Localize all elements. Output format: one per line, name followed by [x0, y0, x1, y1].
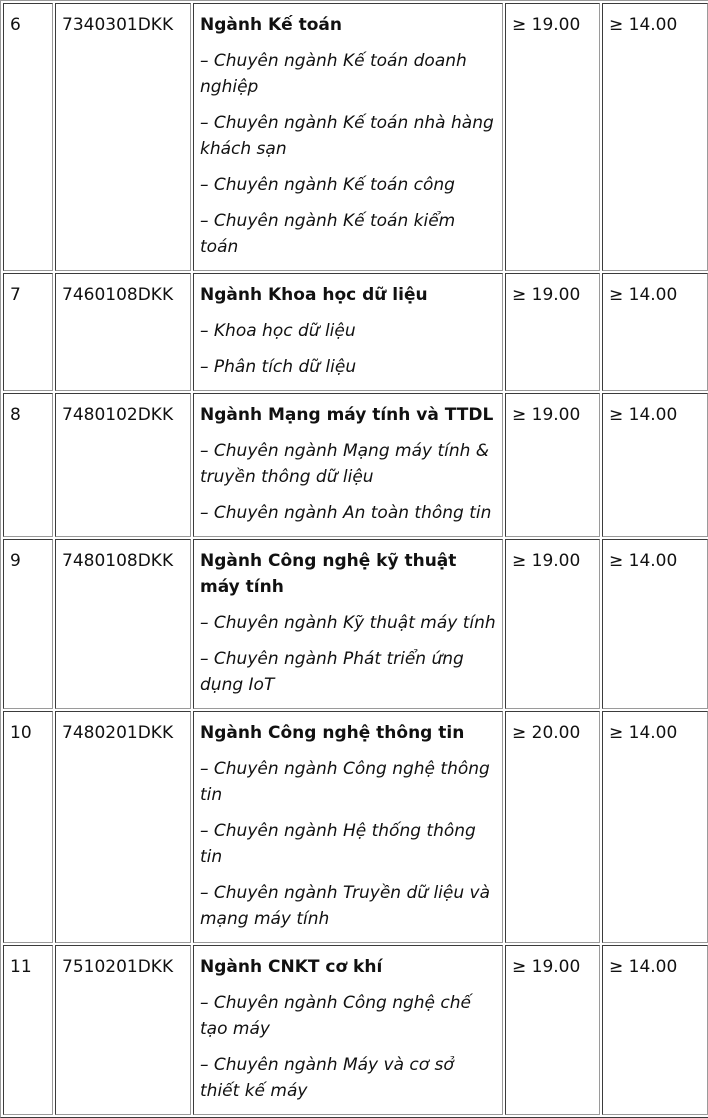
major-code-cell: 7340301DKK: [55, 3, 191, 271]
major-name: Ngành Mạng máy tính và TTDL: [200, 405, 494, 425]
specialization-item: – Chuyên ngành Máy và cơ sở thiết kế máy: [200, 1055, 454, 1101]
row-number-cell: 6: [3, 3, 53, 271]
score-threshold-a-cell: ≥ 19.00: [505, 273, 600, 391]
row-number-cell: 7: [3, 273, 53, 391]
major-code-cell: 7510201DKK: [55, 945, 191, 1115]
major-code-cell: 7480102DKK: [55, 393, 191, 537]
score-threshold-b-cell: ≥ 14.00: [602, 273, 708, 391]
table-row: [3, 3, 708, 271]
score-threshold-a-cell: ≥ 19.00: [505, 393, 600, 537]
major-name: Ngành Kế toán: [200, 15, 342, 35]
specialization-item: – Chuyên ngành Truyền dữ liệu và mạng máy tính: [200, 883, 491, 929]
score-threshold-b-cell: ≥ 14.00: [602, 539, 708, 709]
row-number-cell: 9: [3, 539, 53, 709]
score-threshold-b-cell: ≥ 14.00: [602, 3, 708, 271]
score-threshold-b-cell: ≥ 14.00: [602, 393, 708, 537]
major-cell: [193, 273, 503, 391]
specialization-item: – Chuyên ngành An toàn thông tin: [200, 503, 492, 523]
table-row: [3, 711, 708, 943]
major-cell: [193, 539, 503, 709]
specialization-item: – Chuyên ngành Kế toán doanh nghiệp: [200, 51, 467, 97]
major-cell: [193, 945, 503, 1115]
table-row: [3, 273, 708, 391]
score-threshold-a-cell: ≥ 19.00: [505, 945, 600, 1115]
specialization-item: – Chuyên ngành Hệ thống thông tin: [200, 821, 476, 867]
specialization-item: – Chuyên ngành Kỹ thuật máy tính: [200, 613, 496, 633]
major-name: Ngành CNKT cơ khí: [200, 957, 383, 977]
table-body: [3, 3, 708, 1115]
major-code-cell: 7460108DKK: [55, 273, 191, 391]
major-name: Ngành Công nghệ kỹ thuật máy tính: [200, 551, 457, 597]
specialization-item: – Chuyên ngành Kế toán công: [200, 175, 455, 195]
specialization-item: – Khoa học dữ liệu: [200, 321, 356, 341]
specialization-item: – Chuyên ngành Công nghệ chế tạo máy: [200, 993, 471, 1039]
table-row: [3, 539, 708, 709]
major-code-cell: 7480108DKK: [55, 539, 191, 709]
specialization-item: – Chuyên ngành Công nghệ thông tin: [200, 759, 490, 805]
major-cell: [193, 3, 503, 271]
table-row: [3, 945, 708, 1115]
major-cell: [193, 393, 503, 537]
major-code-cell: 7480201DKK: [55, 711, 191, 943]
specialization-item: – Chuyên ngành Mạng máy tính & truyền thông dữ liệu: [200, 441, 490, 487]
specialization-item: – Chuyên ngành Kế toán kiểm toán: [200, 211, 456, 257]
specialization-item: – Phân tích dữ liệu: [200, 357, 357, 377]
score-threshold-a-cell: ≥ 20.00: [505, 711, 600, 943]
specialization-item: – Chuyên ngành Phát triển ứng dụng IoT: [200, 649, 464, 695]
score-threshold-a-cell: ≥ 19.00: [505, 539, 600, 709]
row-number-cell: 10: [3, 711, 53, 943]
row-number-cell: 8: [3, 393, 53, 537]
specialization-item: – Chuyên ngành Kế toán nhà hàng khách sạn: [200, 113, 494, 159]
score-threshold-b-cell: ≥ 14.00: [602, 711, 708, 943]
major-cell: [193, 711, 503, 943]
score-threshold-a-cell: ≥ 19.00: [505, 3, 600, 271]
major-name: Ngành Khoa học dữ liệu: [200, 285, 428, 305]
table-row: [3, 393, 708, 537]
major-name: Ngành Công nghệ thông tin: [200, 723, 465, 743]
score-threshold-b-cell: ≥ 14.00: [602, 945, 708, 1115]
row-number-cell: 11: [3, 945, 53, 1115]
